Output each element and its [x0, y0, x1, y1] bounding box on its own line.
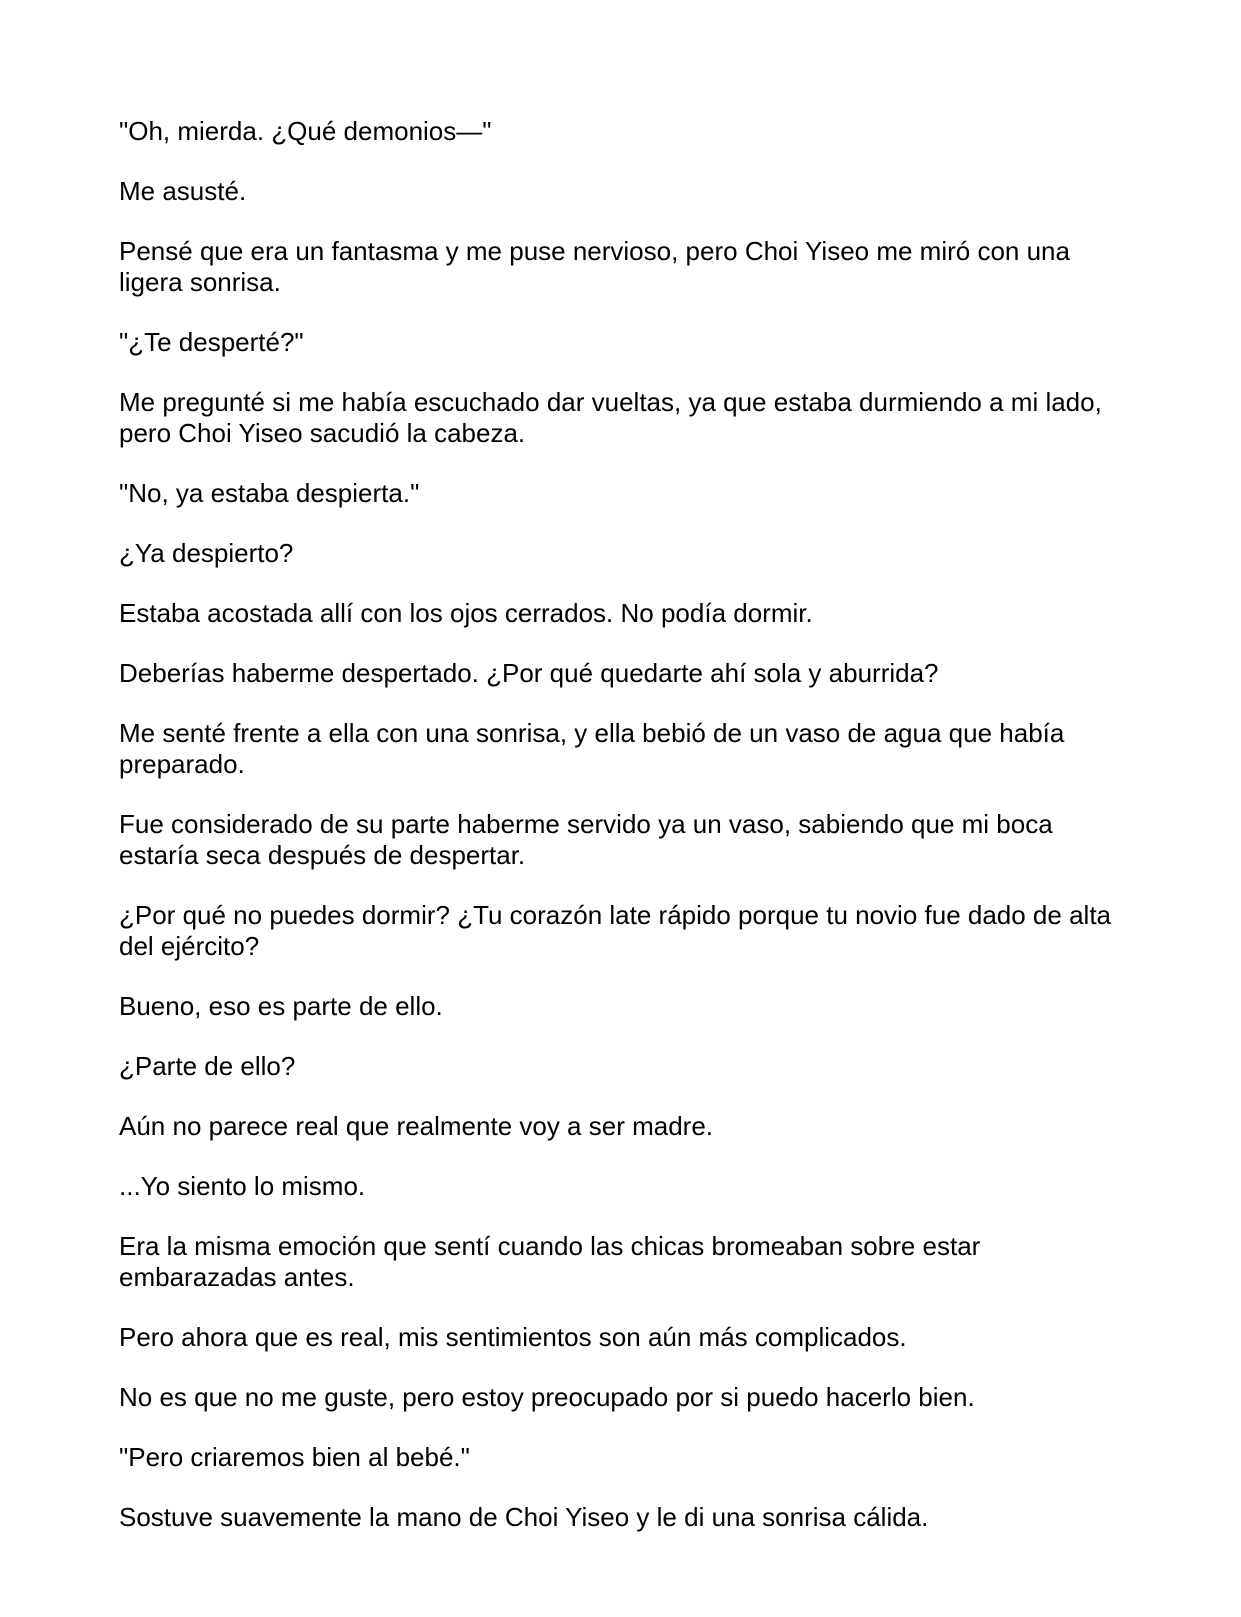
- paragraph: "Pero criaremos bien al bebé.": [119, 1442, 470, 1472]
- paragraph: "No, ya estaba despierta.": [119, 478, 420, 508]
- paragraph: ¿Por qué no puedes dormir? ¿Tu corazón late rápido porque tu novio fue dado de alta del ejército?: [119, 900, 1111, 961]
- document-body: [119, 116, 1129, 1562]
- paragraph: Estaba acostada allí con los ojos cerrados. No podía dormir.: [119, 598, 813, 628]
- paragraph: ¿Parte de ello?: [119, 1051, 296, 1081]
- paragraph: Deberías haberme despertado. ¿Por qué quedarte ahí sola y aburrida?: [119, 658, 939, 688]
- paragraph: Era la misma emoción que sentí cuando las chicas bromeaban sobre estar embarazadas antes.: [119, 1231, 981, 1292]
- paragraph: "Oh, mierda. ¿Qué demonios—": [119, 116, 492, 146]
- paragraph: "¿Te desperté?": [119, 327, 304, 357]
- paragraph: Sostuve suavemente la mano de Choi Yiseo y le di una sonrisa cálida.: [119, 1502, 929, 1532]
- paragraph: ...Yo siento lo mismo.: [119, 1171, 366, 1201]
- paragraph: Pensé que era un fantasma y me puse nervioso, pero Choi Yiseo me miró con una ligera sonrisa.: [119, 236, 1070, 297]
- paragraph: Pero ahora que es real, mis sentimientos son aún más complicados.: [119, 1322, 907, 1352]
- paragraph: No es que no me guste, pero estoy preocupado por si puedo hacerlo bien.: [119, 1382, 975, 1412]
- paragraph: Me senté frente a ella con una sonrisa, y ella bebió de un vaso de agua que había preparado.: [119, 718, 1065, 779]
- paragraph: Bueno, eso es parte de ello.: [119, 991, 443, 1021]
- paragraph: ¿Ya despierto?: [119, 538, 294, 568]
- paragraph: Me pregunté si me había escuchado dar vueltas, ya que estaba durmiendo a mi lado, pero Choi Yiseo sacudió la cabeza.: [119, 387, 1102, 448]
- paragraph: Aún no parece real que realmente voy a ser madre.: [119, 1111, 714, 1141]
- paragraph: Fue considerado de su parte haberme servido ya un vaso, sabiendo que mi boca estaría seca después de despertar.: [119, 809, 1053, 870]
- paragraph: Me asusté.: [119, 176, 247, 206]
